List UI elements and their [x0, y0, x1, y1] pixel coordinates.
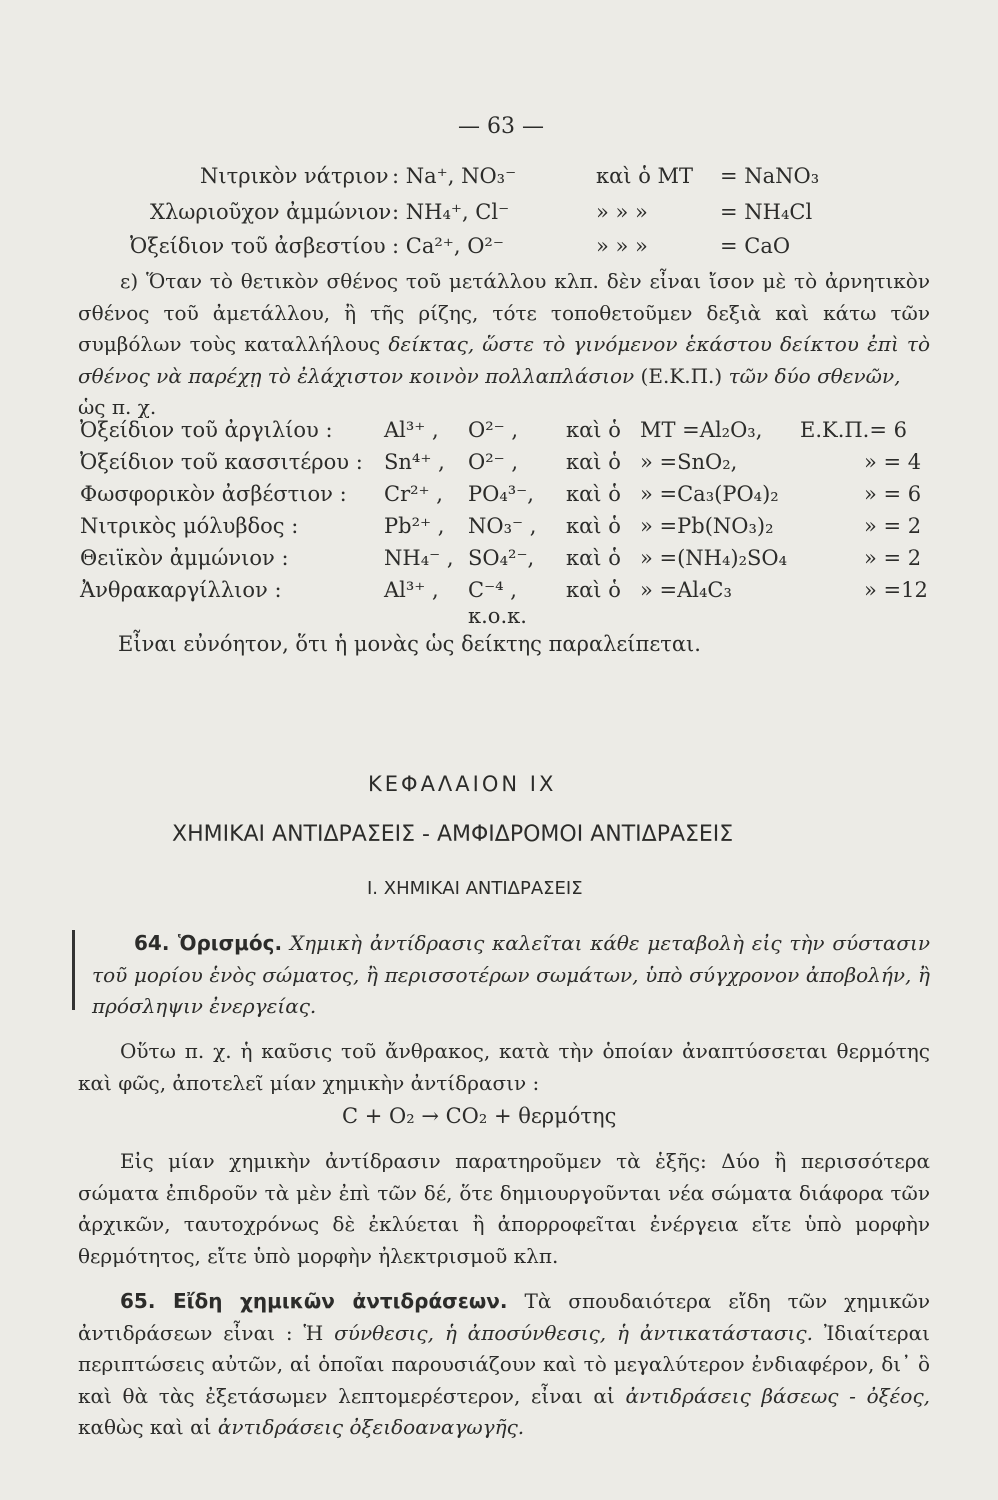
anion: NO₃⁻ , — [468, 514, 537, 538]
italic-text: τῶν δύο σθενῶν, — [728, 363, 901, 388]
cation: Al³⁺ , — [384, 578, 439, 602]
formula: = NH₄Cl — [720, 200, 813, 224]
compound-name: Νιτρικὸν νάτριον — [200, 164, 389, 188]
kai-o: καὶ ὁ — [566, 450, 621, 474]
kai-o: καὶ ὁ — [566, 482, 621, 506]
text: καθὼς καὶ αἱ — [78, 1415, 218, 1439]
anion: SO₄²⁻, — [468, 546, 535, 570]
compound-name: Φωσφορικὸν ἀσβέστιον : — [80, 482, 347, 506]
text: (Ε.Κ.Π.) — [634, 363, 729, 388]
ions: : Ca²⁺, O²⁻ — [392, 234, 504, 258]
lcm: » = 4 — [864, 450, 922, 474]
anion: O²⁻ , — [468, 418, 519, 442]
text: Ἰδιαίτεραι περιπτώσεις αὐτῶν, αἱ ὁποῖαι παρουσιάζουν καὶ τὸ μεγαλύτερον ἐνδιαφέρον, δι᾽ ὃ καὶ θὰ τὰς ἐξετάσωμεν λεπτομερέστερον, εἶναι αἱ — [78, 1320, 931, 1408]
margin-bar — [72, 930, 75, 1010]
ions: : NH₄⁺, Cl⁻ — [392, 200, 510, 224]
compound-name: Χλωριοῦχον ἀμμώνιον — [150, 200, 392, 224]
observe-paragraph — [78, 1146, 930, 1272]
compound-name: Ἀνθρακαργίλλιον : — [80, 578, 282, 602]
lcm: » =12 — [864, 578, 928, 602]
formula: » =Ca₃(PO₄)₂ — [640, 482, 779, 506]
formula: » =Pb(NO₃)₂ — [640, 514, 774, 538]
section-65 — [78, 1286, 930, 1444]
lcm: » = 6 — [864, 482, 922, 506]
cation: NH₄⁻ , — [384, 546, 454, 570]
mt-label: καὶ ὁ MT — [596, 164, 694, 188]
mt-label: » » » — [596, 234, 648, 258]
page-number: — 63 — — [458, 114, 544, 139]
cation: Pb²⁺ , — [384, 514, 445, 538]
lcm: » = 2 — [864, 514, 922, 538]
chapter-title: ΧΗΜΙΚΑΙ ΑΝΤΙΔΡΑΣΕΙΣ - ΑΜΦΙΔΡΟΜΟΙ ΑΝΤΙΔΡΑΣΕΙΣ — [172, 822, 734, 847]
formula: » =Al₄C₃ — [640, 578, 732, 602]
etc-abbrev: κ.ο.κ. — [468, 604, 527, 628]
formula: » =(NH₄)₂SO₄ — [640, 546, 788, 570]
cation: Sn⁴⁺ , — [384, 450, 445, 474]
text: Οὕτω π. χ. ἡ καῦσις τοῦ ἄνθρακος, κατὰ τὴν ὁποίαν ἀναπτύσσεται θερμότης καὶ φῶς, ἀποτελεῖ μίαν χημικὴν ἀντίδρασιν : — [78, 1039, 930, 1095]
compound-name: Θειϊκὸν ἀμμώνιον : — [80, 546, 289, 570]
kai-o: καὶ ὁ — [566, 546, 621, 570]
italic-text: ἀντιδράσεις ὀξειδοαναγωγῆς. — [217, 1415, 525, 1439]
chapter-label: ΚΕΦΑΛΑΙΟΝ IX — [368, 772, 557, 796]
text: Εἰς μίαν χημικὴν ἀντίδρασιν παρατηροῦμεν τὰ ἑξῆς: Δύο ἢ περισσότερα σώματα ἐπιδροῦν τὰ μὲν ἐπὶ τῶν δέ, ὅτε δημιουργοῦνται νέα σώματα διάφορα τῶν ἀρχικῶν, ταυτοχρόνως δὲ ἐκλύεται ἢ ἀπορροφεῖται ἐνέργεια εἴτε ὑπὸ μορφὴν θερμότητος, εἴτε ὑπὸ μορφὴν ἠλεκτρισμοῦ κλπ. — [78, 1149, 930, 1268]
italic-text: δείκτας, ὥστε τὸ γινόμενον ἑκάστου δείκτου ἐπὶ τὸ σθένος νὰ παρέχῃ τὸ ἐλάχιστον κοινὸν πολλαπλάσιον — [78, 332, 930, 388]
note: Εἶναι εὐνόητον, ὅτι ἡ μονὰς ὡς δείκτης παραλείπεται. — [118, 632, 701, 656]
definition-text: Χημικὴ ἀντίδρασις καλεῖται κάθε μεταβολὴ εἰς τὴν σύστασιν τοῦ μορίου ἑνὸς σώματος, ἢ περισσοτέρων σωμάτων, ὑπὸ σύγχρονον ἀποβολήν, ἢ πρόσληψιν ἐνεργείας. — [92, 931, 931, 1018]
kai-o: καὶ ὁ — [566, 514, 621, 538]
section-65-heading: 65. Εἴδη χημικῶν ἀντιδράσεων. — [120, 1289, 508, 1313]
kai-o: καὶ ὁ — [566, 578, 621, 602]
italic-text: σύνθεσις, ἡ ἀποσύνθεσις, ἡ ἀντικατάστασις. — [334, 1320, 813, 1345]
ions: : Na⁺, NO₃⁻ — [392, 164, 517, 188]
section-64-heading: 64. Ὁρισμός. — [134, 931, 283, 955]
paragraph-e — [78, 266, 930, 424]
kai-o: καὶ ὁ — [566, 418, 621, 442]
italic-text: ἀντιδράσεις βάσεως - ὀξέος, — [625, 1383, 931, 1408]
cation: Cr²⁺ , — [384, 482, 443, 506]
anion: PO₄³⁻, — [468, 482, 534, 506]
compound-name: Νιτρικὸς μόλυβδος : — [80, 514, 299, 538]
text: ε) Ὅταν τὸ θετικὸν σθένος τοῦ μετάλλου κλπ. δὲν εἶναι ἴσον μὲ τὸ ἀρνητικὸν σθένος τοῦ ἀμετάλλου, ἢ τῆς ρίζης, τότε τοποθετοῦμεν δεξιὰ καὶ κάτω τῶν συμβόλων τοὺς καταλλήλους — [78, 269, 930, 356]
text: ὡς π. χ. — [78, 395, 157, 419]
lcm: » = 2 — [864, 546, 922, 570]
equation: C + O₂ → CO₂ + θερμότης — [342, 1104, 617, 1128]
compound-name: Ὀξείδιον τοῦ ἀσβεστίου — [130, 234, 386, 258]
lcm: Ε.Κ.Π.= 6 — [800, 418, 907, 442]
section-64 — [92, 928, 930, 1023]
example-paragraph — [78, 1036, 930, 1099]
formula: = NaNO₃ — [720, 164, 820, 188]
text: Τὰ σπουδαιότερα εἴδη τῶν χημικῶν ἀντιδράσεων εἶναι : Ἡ — [78, 1289, 930, 1345]
formula: = CaO — [720, 234, 791, 258]
formula: MT =Al₂O₃, — [640, 418, 763, 442]
mt-label: » » » — [596, 200, 648, 224]
compound-name: Ὀξείδιον τοῦ κασσιτέρου : — [80, 450, 363, 474]
compound-name: Ὀξείδιον τοῦ ἀργιλίου : — [80, 418, 333, 442]
section-title: Ι. ΧΗΜΙΚΑΙ ΑΝΤΙΔΡΑΣΕΙΣ — [367, 878, 583, 899]
cation: Al³⁺ , — [384, 418, 439, 442]
anion: C⁻⁴ , — [468, 578, 517, 602]
formula: » =SnO₂, — [640, 450, 738, 474]
anion: O²⁻ , — [468, 450, 519, 474]
